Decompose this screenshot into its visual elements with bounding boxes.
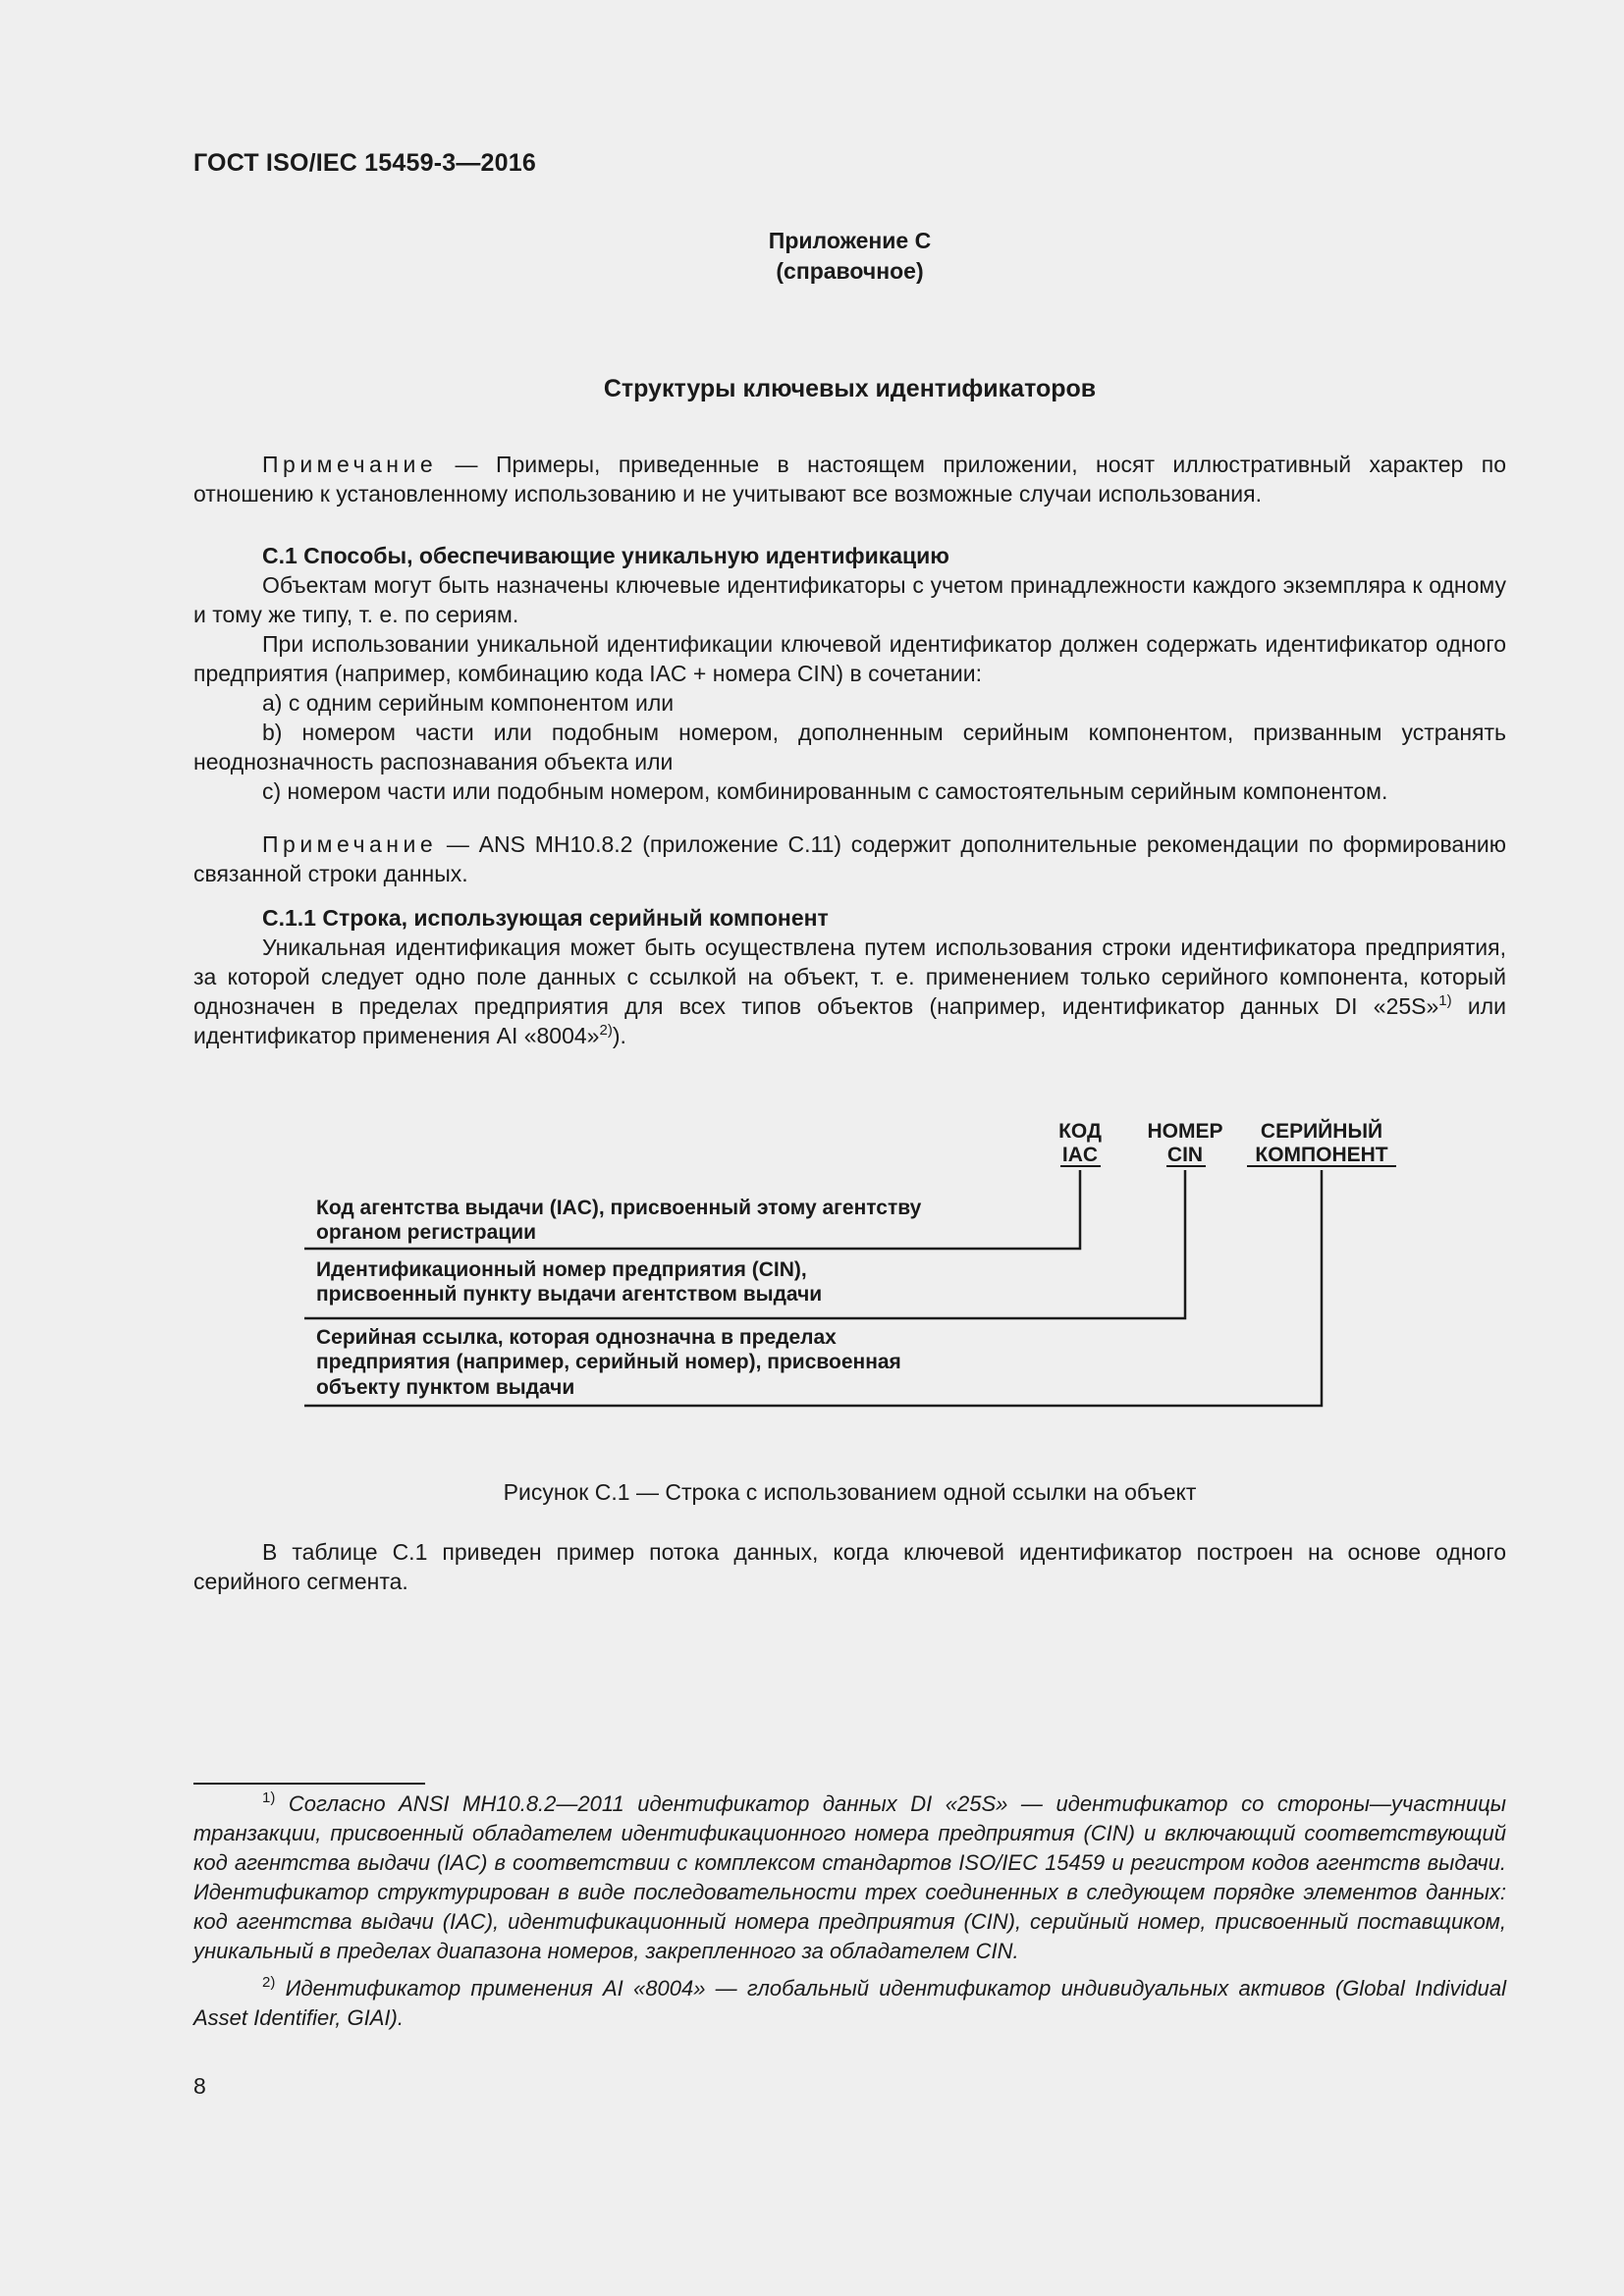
- footnote-2-mark: 2): [262, 1974, 276, 1991]
- footnote-1: [193, 1789, 1506, 1966]
- footnote-separator: [193, 1783, 425, 1785]
- appendix-name: Приложение C: [768, 228, 932, 253]
- col-cin-line1: НОМЕР: [1147, 1120, 1223, 1143]
- row-cin-line2: присвоенный пункту выдачи агентством выдачи: [316, 1283, 823, 1306]
- figure-caption: Рисунок C.1 — Строка с использованием одной ссылки на объект: [503, 1479, 1197, 1505]
- appendix-type: (справочное): [776, 258, 924, 284]
- footnotes: [193, 1789, 1506, 2033]
- footnote-ref-2: 2): [599, 1022, 613, 1039]
- section-c1-paragraph-2: При использовании уникальной идентификации ключевой идентификатор должен содержать идентификатор одного предприятия (например, комбинацию кода IAC + номера CIN) в сочетании:: [193, 631, 1506, 686]
- row-cin-line1: Идентификационный номер предприятия (CIN),: [316, 1258, 807, 1281]
- section-c1-heading: C.1 Способы, обеспечивающие уникальную идентификацию: [262, 543, 949, 568]
- note-1-label: Примечание: [262, 452, 438, 477]
- list-item-c: c) номером части или подобным номером, комбинированным с самостоятельным серийным компонентом.: [262, 778, 1388, 804]
- footnote-2-text: Идентификатор применения AI «8004» — глобальный идентификатор индивидуальных активов (Global Individual Asset Identifier, GIAI).: [193, 1976, 1506, 2030]
- footnote-ref-1: 1): [1438, 992, 1452, 1009]
- note-1-text: — Примеры, приведенные в настоящем приложении, носят иллюстративный характер по отношению к установленному использованию и не учитывают все возможные случаи использования.: [193, 452, 1506, 507]
- list-item-b: b) номером части или подобным номером, дополненным серийным компонентом, призванным устранять неоднозначность распознавания объекта или: [193, 720, 1506, 774]
- section-c11-heading: C.1.1 Строка, использующая серийный компонент: [262, 905, 829, 931]
- row-serial-line3: объекту пунктом выдачи: [316, 1376, 575, 1399]
- footnote-2: [193, 1974, 1506, 2033]
- list-item-a: a) с одним серийным компонентом или: [262, 690, 675, 716]
- col-serial-line2: КОМПОНЕНТ: [1255, 1144, 1388, 1166]
- row-iac-line1: Код агентства выдачи (IAC), присвоенный этому агентству: [316, 1197, 922, 1219]
- row-serial-line1: Серийная ссылка, которая однозначна в пределах: [316, 1326, 837, 1349]
- col-serial-line1: СЕРИЙНЫЙ: [1260, 1120, 1383, 1143]
- col-cin-line2: CIN: [1166, 1144, 1204, 1166]
- document-header: ГОСТ ISO/IEC 15459-3—2016: [193, 149, 536, 177]
- row-iac-line2: органом регистрации: [316, 1221, 537, 1244]
- section-c11-paragraph: Уникальная идентификация может быть осуществлена путем использования строки идентификатора предприятия, за которой следует одно поле данных с ссылкой на объект, т. е. применением только серийного компонента, который однозначен в пределах предприятия для всех типов объектов (например, идентификатор данных DI «25S»$^{1)}$ или идентификатор применения AI «8004»$^{2)}$).: [193, 934, 1506, 1048]
- section-c1-paragraph-1: Объектам могут быть назначены ключевые идентификаторы с учетом принадлежности каждого экземпляра к одному и тому же типу, т. е. по сериям.: [193, 572, 1506, 627]
- note-2-label: Примечание: [262, 831, 438, 857]
- page-title: Структуры ключевых идентификаторов: [603, 375, 1097, 402]
- row-serial-line2: предприятия (например, серийный номер), присвоенная: [316, 1351, 901, 1373]
- col-iac-line2: IAC: [1061, 1144, 1099, 1166]
- footnote-1-mark: 1): [262, 1789, 276, 1806]
- after-figure-paragraph: В таблице C.1 приведен пример потока данных, когда ключевой идентификатор построен на основе одного серийного сегмента.: [193, 1539, 1506, 1594]
- note-2-text: — ANS MH10.8.2 (приложение C.11) содержит дополнительные рекомендации по формированию связанной строки данных.: [193, 831, 1506, 886]
- col-iac-line1: КОД: [1058, 1120, 1102, 1143]
- footnote-1-text: Согласно ANSI MH10.8.2—2011 идентификатор данных DI «25S» — идентификатор со стороны—участницы транзакции, присвоенный обладателем идентификационного номера предприятия (CIN) и включающий соответствующий код агентства выдачи (IAC) в соответствии с комплексом стандартов ISO/IEC 15459 и регистром кодов агентств выдачи. Идентификатор структурирован в виде последовательности трех соединенных в следующем порядке элементов данных: код агентства выдачи (IAC), идентификационный номера предприятия (CIN), серийный номер, присвоенный поставщиком, уникальный в пределах диапазона номеров, закрепленного за обладателем CIN.: [193, 1791, 1506, 1963]
- page-number: 8: [193, 2073, 206, 2099]
